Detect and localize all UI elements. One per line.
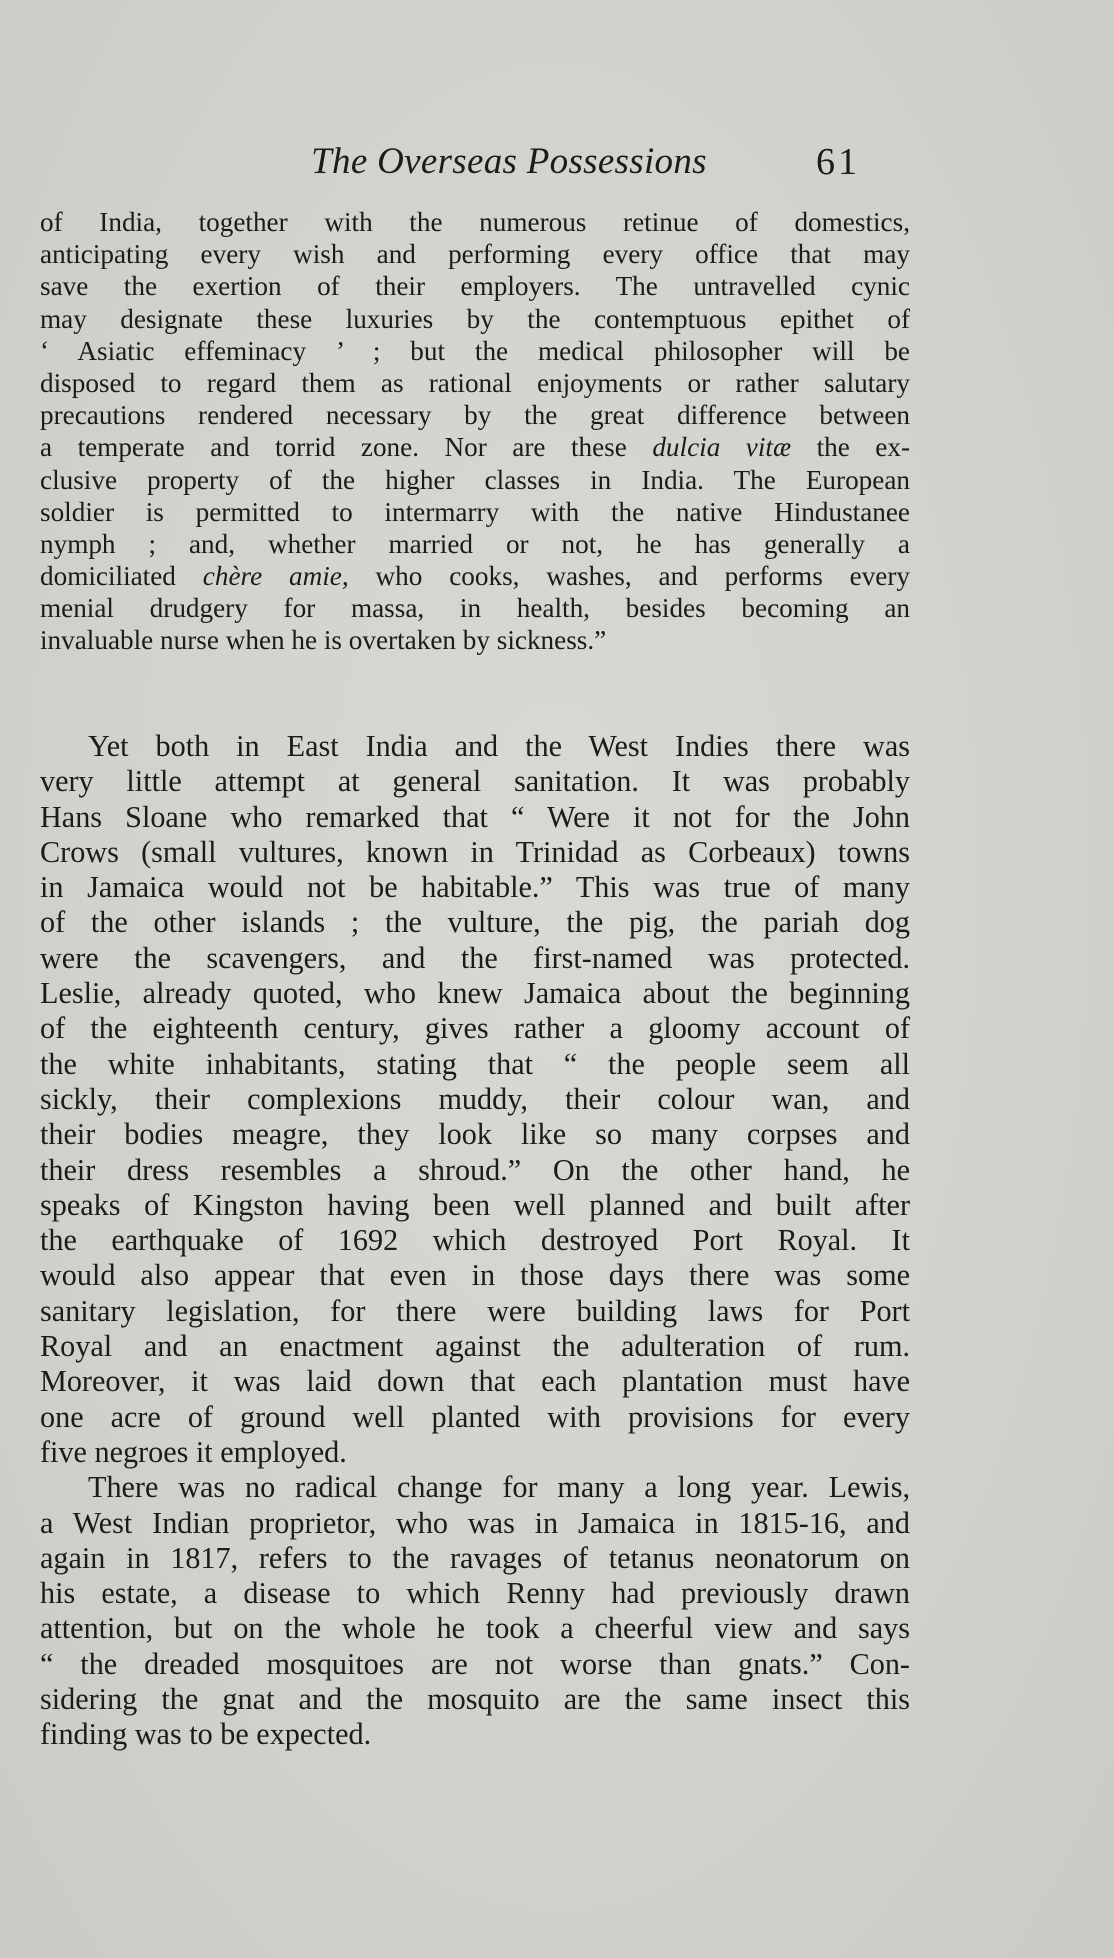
body-line: attention, but on the whole he took a cheerful view and says — [40, 1611, 910, 1646]
body-line: in Jamaica would not be habitable.” This was true of many — [40, 870, 910, 905]
body-line: were the scavengers, and the first-named was protected. — [40, 940, 910, 975]
quote-line: clusive property of the higher classes in India. The European — [40, 464, 910, 495]
body-line: Hans Sloane who remarked that “ Were it not for the John — [40, 799, 910, 834]
body-line: speaks of Kingston having been well planned and built after — [40, 1187, 910, 1222]
quote-line: disposed to regard them as rational enjoyments or rather salutary — [40, 367, 910, 398]
quote-line-text: who cooks, washes, and performs every — [375, 561, 911, 592]
body-line: the earthquake of 1692 which destroyed Port Royal. It — [40, 1223, 910, 1258]
paragraph-first-line: There was no radical change for many a long year. Lewis, — [88, 1470, 910, 1505]
italic-phrase: dulcia vitæ — [652, 432, 792, 463]
body-line: again in 1817, refers to the ravages of tetanus neonatorum on — [40, 1540, 910, 1575]
quote-line: anticipating every wish and performing every office that may — [40, 239, 910, 270]
running-head — [40, 140, 1074, 190]
body-line: finding was to be expected. — [40, 1717, 372, 1752]
quote-line-text: domiciliated — [40, 561, 176, 592]
paragraph-first-line: Yet both in East India and the West Indies there was — [88, 729, 910, 763]
body-line: the white inhabitants, stating that “ the people seem all — [40, 1046, 910, 1081]
quote-line: precautions rendered necessary by the great difference between — [40, 400, 910, 431]
body-line: Crows (small vultures, known in Trinidad as Corbeaux) towns — [40, 834, 910, 869]
quote-line: of India, together with the numerous retinue of domestics, — [40, 207, 910, 237]
body-line: Royal and an enactment against the adulteration of rum. — [40, 1329, 910, 1364]
body-line: would also appear that even in those days there was some — [40, 1258, 910, 1293]
body-line: sickly, their complexions muddy, their colour wan, and — [40, 1081, 910, 1116]
body-line: sanitary legislation, for there were building laws for Port — [40, 1293, 910, 1328]
body-line: his estate, a disease to which Renny had previously drawn — [40, 1576, 910, 1611]
body-line: of the eighteenth century, gives rather a gloomy account of — [40, 1011, 910, 1046]
quote-line: invaluable nurse when he is overtaken by sickness.” — [40, 625, 607, 656]
body-line: one acre of ground well planted with provisions for every — [40, 1399, 910, 1434]
quote-line: ‘ Asiatic effeminacy ’ ; but the medical philosopher will be — [40, 335, 910, 366]
running-title: The Overseas Possessions — [311, 141, 707, 182]
quote-line-text: a temperate and torrid zone. Nor are these — [40, 432, 627, 463]
quoted-passage — [40, 206, 910, 657]
body-line: sidering the gnat and the mosquito are the same insect this — [40, 1682, 910, 1717]
body-line: their dress resembles a shroud.” On the other hand, he — [40, 1152, 910, 1187]
quote-line: save the exertion of their employers. The untravelled cynic — [40, 271, 910, 302]
body-line: Leslie, already quoted, who knew Jamaica about the beginning — [40, 976, 910, 1011]
body-line: five negroes it employed. — [40, 1434, 347, 1469]
quote-line: soldier is permitted to intermarry with the native Hindustanee — [40, 496, 910, 527]
quote-line-with-italic — [40, 431, 910, 463]
body-text — [40, 729, 910, 1753]
body-line: “ the dreaded mosquitoes are not worse than gnats.” Con- — [40, 1646, 910, 1681]
body-line: of the other islands ; the vulture, the pig, the pariah dog — [40, 905, 910, 940]
body-line: very little attempt at general sanitation. It was probably — [40, 764, 910, 799]
page-number: 61 — [816, 141, 860, 183]
quote-line: menial drudgery for massa, in health, besides becoming an — [40, 593, 910, 624]
quote-line-with-italic — [40, 560, 910, 592]
body-line: Moreover, it was laid down that each plantation must have — [40, 1364, 910, 1399]
quote-line-text: the ex- — [816, 432, 911, 463]
italic-phrase: chère amie, — [202, 561, 349, 592]
quote-line: may designate these luxuries by the contemptuous epithet of — [40, 303, 910, 334]
body-line: their bodies meagre, they look like so many corpses and — [40, 1117, 910, 1152]
body-line: a West Indian proprietor, who was in Jamaica in 1815-16, and — [40, 1505, 910, 1540]
quote-line: nymph ; and, whether married or not, he has generally a — [40, 528, 910, 559]
